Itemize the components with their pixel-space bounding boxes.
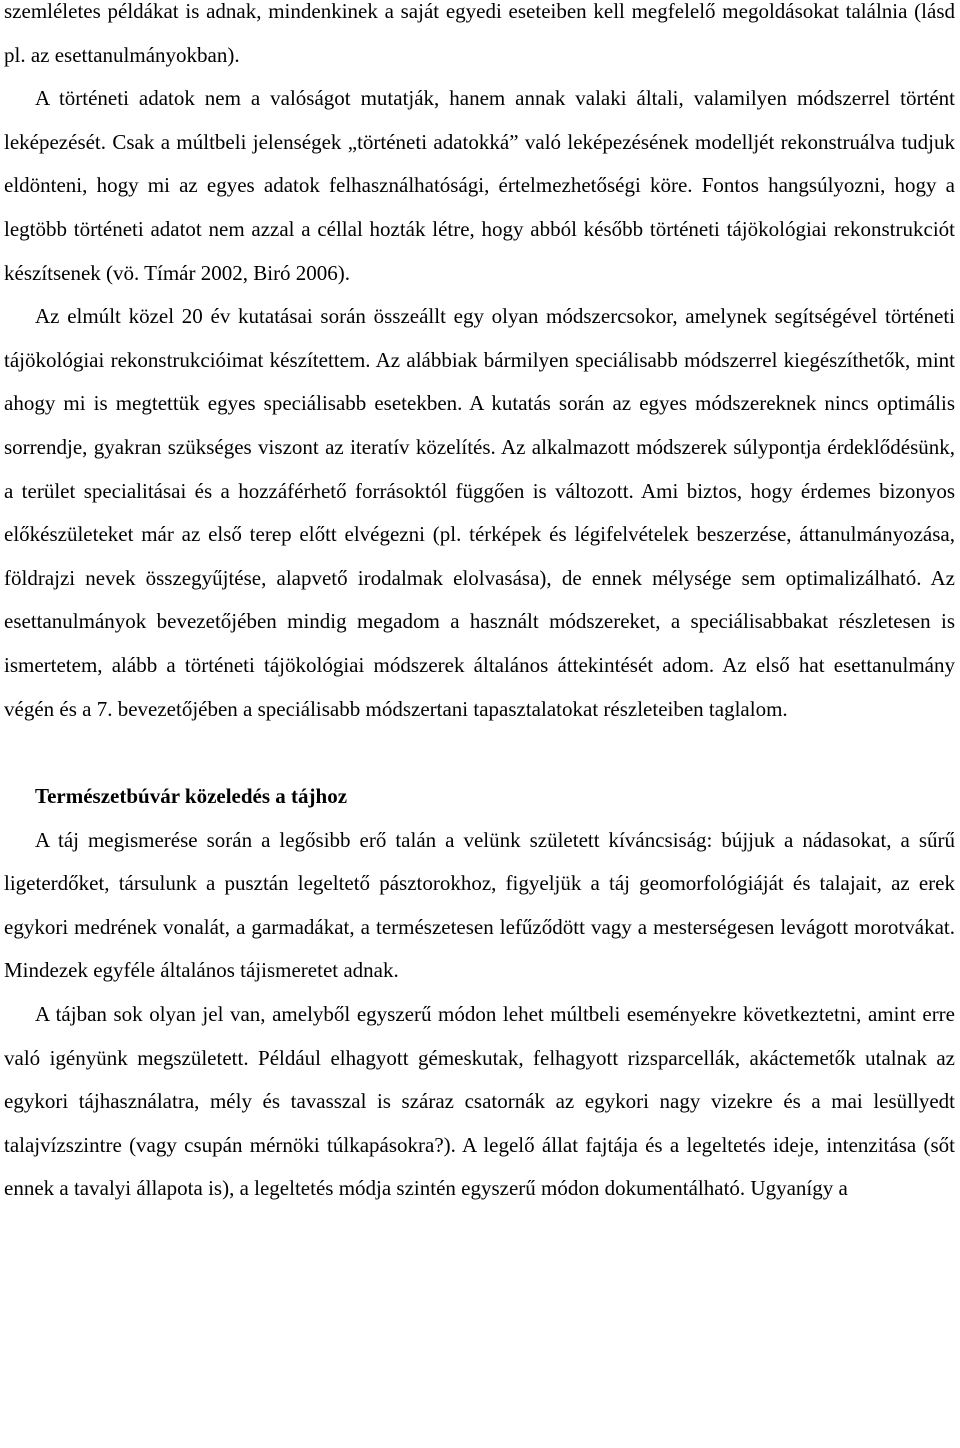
- document-page: [4, 0, 955, 1211]
- paragraph-methods: Az elmúlt közel 20 év kutatásai során összeállt egy olyan módszercsokor, amelynek segítségével történeti tájökológiai rekonstrukcióimat készítettem. Az alábbiak bármilyen speciálisabb módszerrel kiegészíthetők, mint ahogy mi is megtettük egyes speciálisabb esetekben. A kutatás során az egyes módszereknek nincs optimális sorrendje, gyakran szükséges viszont az iteratív közelítés. Az alkalmazott módszerek súlypontja érdeklődésünk, a terület specialitásai és a hozzáférhető forrásoktól függően is változott. Ami biztos, hogy érdemes bizonyos előkészületeket már az első terep előtt elvégezni (pl. térképek és légifelvételek beszerzése, áttanulmányozása, földrajzi nevek összegyűjtése, alapvető irodalmak elolvasása), de ennek mélysége sem optimalizálható. Az esettanulmányok bevezetőjében mindig megadom a használt módszereket, a speciálisabbakat részletesen is ismertetem, alább a történeti tájökológiai módszerek általános áttekintését adom. Az első hat esettanulmány végén és a 7. bevezetőjében a speciálisabb módszertani tapasztalatokat részleteiben taglalom.: [4, 304, 955, 721]
- section-heading: Természetbúvár közeledés a tájhoz: [35, 784, 348, 809]
- paragraph-landscape-signs: A tájban sok olyan jel van, amelyből egyszerű módon lehet múltbeli eseményekre következtetni, amint erre való igényünk megszületett. Például elhagyott gémeskutak, felhagyott rizsparcellák, akáctemetők utalnak az egykori tájhasználatra, mély és tavasszal is száraz csatornák az egykori nagy vizekre és a mai lesüllyedt talajvízszintre (vagy csupán mérnöki túlkapásokra?). A legelő állat fajtája és a legeltetés ideje, intenzitása (sőt ennek a tavalyi állapota is), a legeltetés módja szintén egyszerű módon dokumentálható. Ugyanígy a: [4, 1002, 955, 1201]
- paragraph-curiosity: A táj megismerése során a legősibb erő talán a velünk született kíváncsiság: bújjuk a nádasokat, a sűrű ligeterdőket, társulunk a pusztán legeltető pásztorokhoz, figyeljük a táj geomorfológiáját és talajait, az erek egykori medrének vonalát, a garmadákat, a természetesen lefűződött vagy a mesterségesen levágott morotvákat. Mindezek egyféle általános tájismeretet adnak.: [4, 827, 955, 983]
- paragraph-intro-continuation: szemléletes példákat is adnak, mindenkinek a saját egyedi eseteiben kell megfelelő megoldásokat találnia (lásd pl. az esettanulmányokban).: [4, 0, 955, 67]
- paragraph-historical-data: A történeti adatok nem a valóságot mutatják, hanem annak valaki általi, valamilyen módszerrel történt leképezését. Csak a múltbeli jelenségek „történeti adatokká” való leképezésének modelljét rekonstruálva tudjuk eldönteni, hogy mi az egyes adatok felhasználhatósági, értelmezhetőségi köre. Fontos hangsúlyozni, hogy a legtöbb történeti adatot nem azzal a céllal hozták létre, hogy abból később történeti tájökológiai rekonstrukciót készítsenek (vö. Tímár 2002, Biró 2006).: [4, 86, 955, 285]
